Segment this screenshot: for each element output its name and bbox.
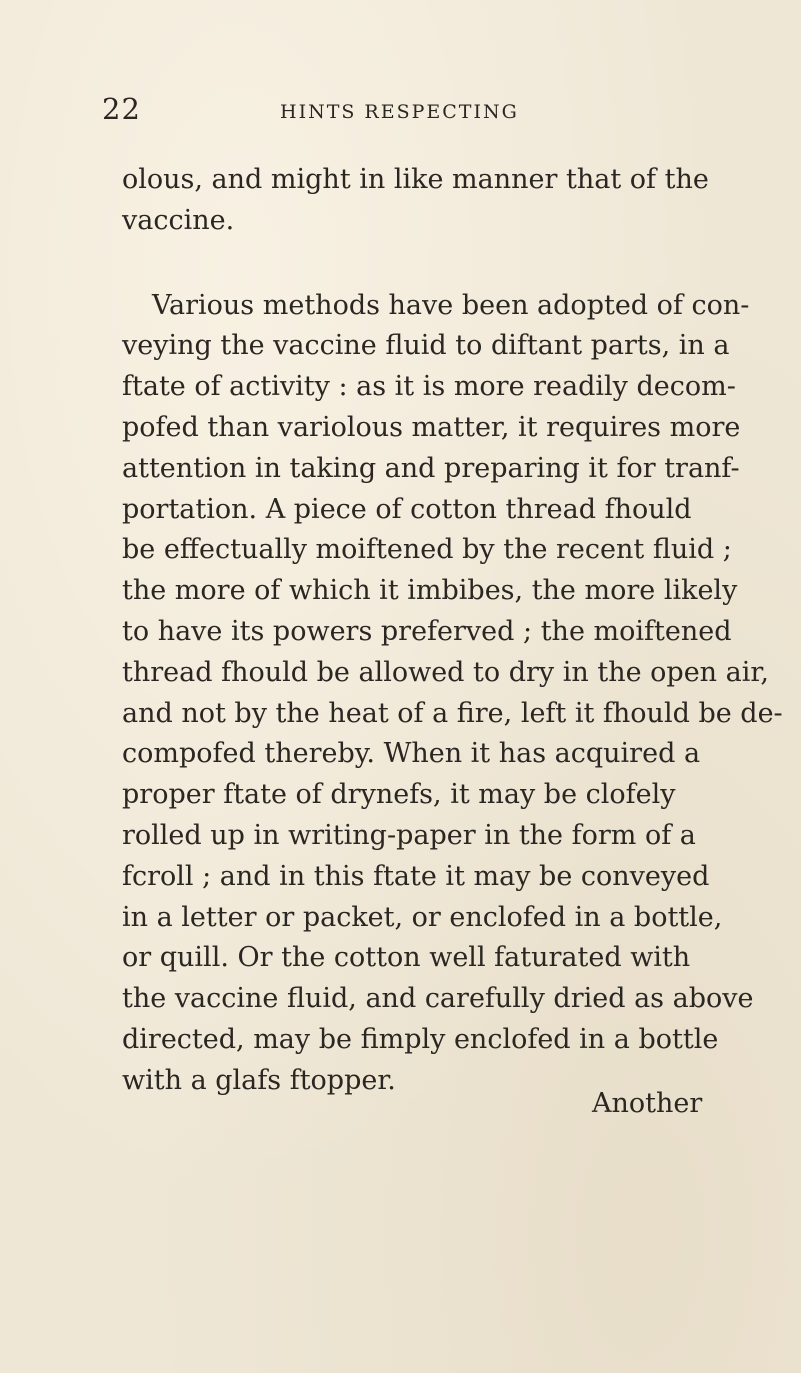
catchword: Another [592, 1088, 703, 1119]
text-line: or quill. Or the cotton well faturated with [122, 942, 691, 974]
text-line: thread fhould be allowed to dry in the open air, [122, 656, 769, 688]
text-line: pofed than variolous matter, it requires more [122, 411, 741, 443]
running-head: HINTS RESPECTING [280, 101, 519, 123]
text-line: the more of which it imbibes, the more likely [122, 575, 738, 607]
text-line: in a letter or packet, or enclofed in a bottle, [122, 901, 723, 933]
text-line: vaccine. [122, 204, 235, 236]
text-line: olous, and might in like manner that of the [122, 164, 709, 195]
text-line: with a glafs ftopper. [122, 1064, 396, 1096]
text-line: to have its powers preferved ; the moiftened [122, 615, 732, 647]
text-line: portation. A piece of cotton thread fhould [122, 493, 692, 525]
text-line: veying the vaccine fluid to diftant parts, in a [122, 330, 730, 362]
text-line: Various methods have been adopted of con- [152, 289, 750, 321]
text-line: compofed thereby. When it has acquired a [122, 738, 701, 770]
text-line: proper ftate of drynefs, it may be clofely [122, 779, 676, 811]
text-line: rolled up in writing-paper in the form of a [122, 819, 696, 851]
text-line: fcroll ; and in this ftate it may be conveyed [122, 860, 710, 892]
text-line: ftate of activity : as it is more readily decom- [122, 371, 736, 403]
text-line: attention in taking and preparing it for tranf- [122, 452, 740, 484]
text-line: the vaccine fluid, and carefully dried as above [122, 983, 754, 1015]
text-line: be effectually moiftened by the recent fluid ; [122, 534, 732, 566]
text-line: and not by the heat of a fire, left it fhould be de- [122, 697, 783, 729]
text-line: directed, may be fimply enclofed in a bottle [122, 1023, 719, 1055]
page-number: 22 [102, 92, 141, 126]
paragraph-gap [122, 242, 652, 286]
body-text [122, 160, 783, 1102]
